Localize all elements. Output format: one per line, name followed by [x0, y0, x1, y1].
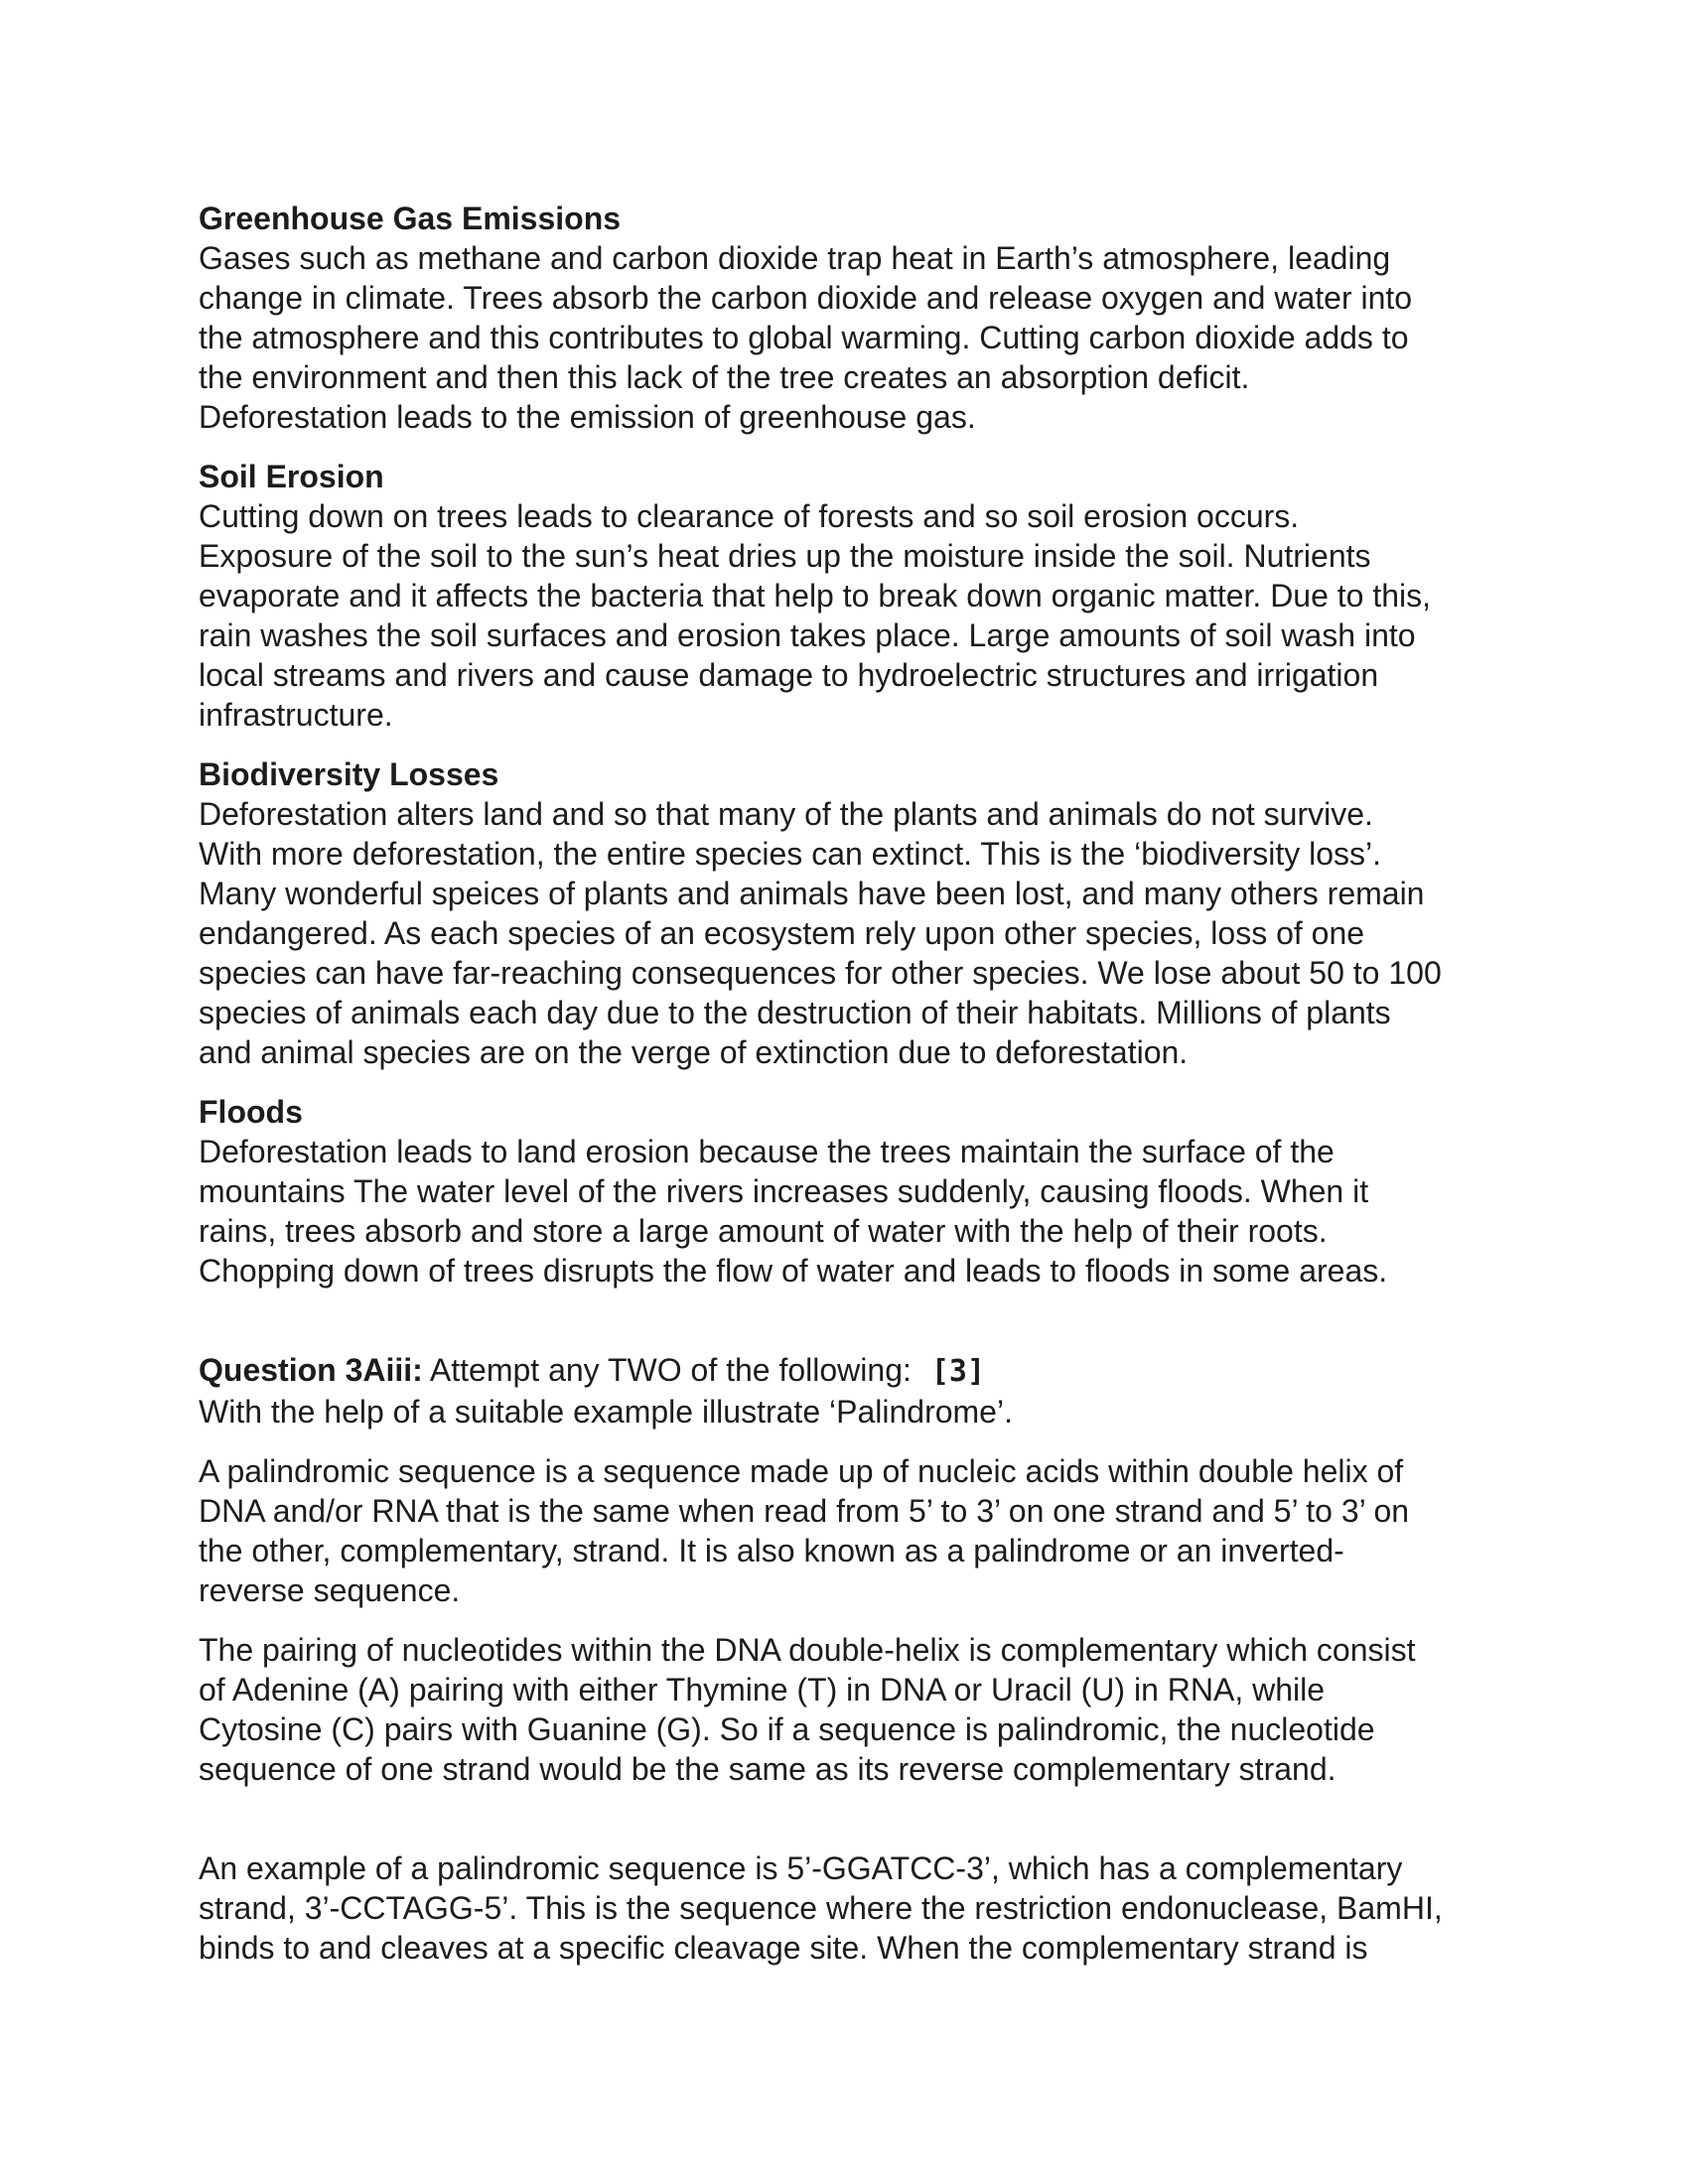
text-line: the environment and then this lack of the tree creates an absorption deficit. [199, 359, 1250, 395]
question-line [199, 1350, 1509, 1392]
text-line: the atmosphere and this contributes to global warming. Cutting carbon dioxide adds to [199, 320, 1409, 355]
section-greenhouse-gas [199, 199, 1509, 437]
text-line: reverse sequence. [199, 1572, 461, 1608]
text-line: endangered. As each species of an ecosystem rely upon other species, loss of one [199, 915, 1365, 951]
text-line: Many wonderful speices of plants and animals have been lost, and many others remain [199, 876, 1425, 911]
section-body [199, 496, 1509, 735]
section-biodiversity-losses [199, 754, 1509, 1072]
section-body [199, 1132, 1509, 1291]
text-line: binds to and cleaves at a specific cleavage site. When the complementary strand is [199, 1930, 1368, 1966]
section-body [199, 238, 1509, 437]
answer-paragraph-3 [199, 1848, 1509, 1968]
text-line: mountains The water level of the rivers increases suddenly, causing floods. When it [199, 1173, 1369, 1209]
question-prompt: Attempt any TWO of the following: [422, 1352, 912, 1388]
text-line: rains, trees absorb and store a large amount of water with the help of their roots. [199, 1213, 1328, 1249]
text-line: DNA and/or RNA that is the same when read from 5’ to 3’ on one strand and 5’ to 3’ on [199, 1493, 1410, 1529]
answer-paragraph-1 [199, 1451, 1509, 1610]
text-line: Exposure of the soil to the sun’s heat dries up the moisture inside the soil. Nutrients [199, 538, 1371, 574]
text-line: Chopping down of trees disrupts the flow of water and leads to floods in some areas. [199, 1253, 1388, 1289]
text-line: of Adenine (A) pairing with either Thymine (T) in DNA or Uracil (U) in RNA, while [199, 1672, 1326, 1707]
text-line: species can have far-reaching consequences for other species. We lose about 50 to 100 [199, 955, 1442, 991]
question-block [199, 1350, 1509, 1432]
section-heading: Biodiversity Losses [199, 756, 499, 792]
text-line: rain washes the soil surfaces and erosion takes place. Large amounts of soil wash into [199, 617, 1416, 653]
text-line: With more deforestation, the entire species can extinct. This is the ‘biodiversity loss’. [199, 836, 1382, 872]
answer-paragraph-2 [199, 1630, 1509, 1789]
text-line: and animal species are on the verge of extinction due to deforestation. [199, 1034, 1189, 1070]
section-heading: Greenhouse Gas Emissions [199, 201, 622, 236]
text-line: Deforestation leads to the emission of greenhouse gas. [199, 399, 976, 435]
text-line: Deforestation alters land and so that many of the plants and animals do not survive. [199, 796, 1373, 832]
text-line: An example of a palindromic sequence is 5’-GGATCC-3’, which has a complementary [199, 1850, 1403, 1886]
section-heading: Soil Erosion [199, 459, 384, 494]
section-body [199, 794, 1509, 1072]
document-page [199, 199, 1509, 1968]
text-line: Gases such as methane and carbon dioxide trap heat in Earth’s atmosphere, leading [199, 240, 1391, 276]
question-subprompt: With the help of a suitable example illustrate ‘Palindrome’. [199, 1394, 1013, 1430]
text-line: Cutting down on trees leads to clearance of forests and so soil erosion occurs. [199, 498, 1300, 534]
text-line: change in climate. Trees absorb the carbon dioxide and release oxygen and water into [199, 280, 1413, 316]
section-heading: Floods [199, 1094, 303, 1130]
text-line: The pairing of nucleotides within the DNA double-helix is complementary which consist [199, 1632, 1416, 1668]
text-line: Deforestation leads to land erosion because the trees maintain the surface of the [199, 1134, 1335, 1169]
section-floods [199, 1092, 1509, 1291]
text-line: strand, 3’-CCTAGG-5’. This is the sequence where the restriction endonuclease, BamHI, [199, 1890, 1443, 1926]
text-line: the other, complementary, strand. It is also known as a palindrome or an inverted- [199, 1533, 1344, 1569]
question-marks: [3] [930, 1354, 986, 1389]
section-soil-erosion [199, 457, 1509, 735]
text-line: species of animals each day due to the destruction of their habitats. Millions of plants [199, 995, 1391, 1030]
text-line: local streams and rivers and cause damage to hydroelectric structures and irrigation [199, 657, 1379, 693]
text-line: sequence of one strand would be the same as its reverse complementary strand. [199, 1751, 1336, 1787]
question-label: Question 3Aiii: [199, 1352, 423, 1388]
text-line: infrastructure. [199, 697, 393, 733]
text-line: Cytosine (C) pairs with Guanine (G). So if a sequence is palindromic, the nucleotide [199, 1711, 1375, 1747]
text-line: evaporate and it affects the bacteria that help to break down organic matter. Due to this, [199, 578, 1432, 614]
text-line: A palindromic sequence is a sequence made up of nucleic acids within double helix of [199, 1453, 1404, 1489]
